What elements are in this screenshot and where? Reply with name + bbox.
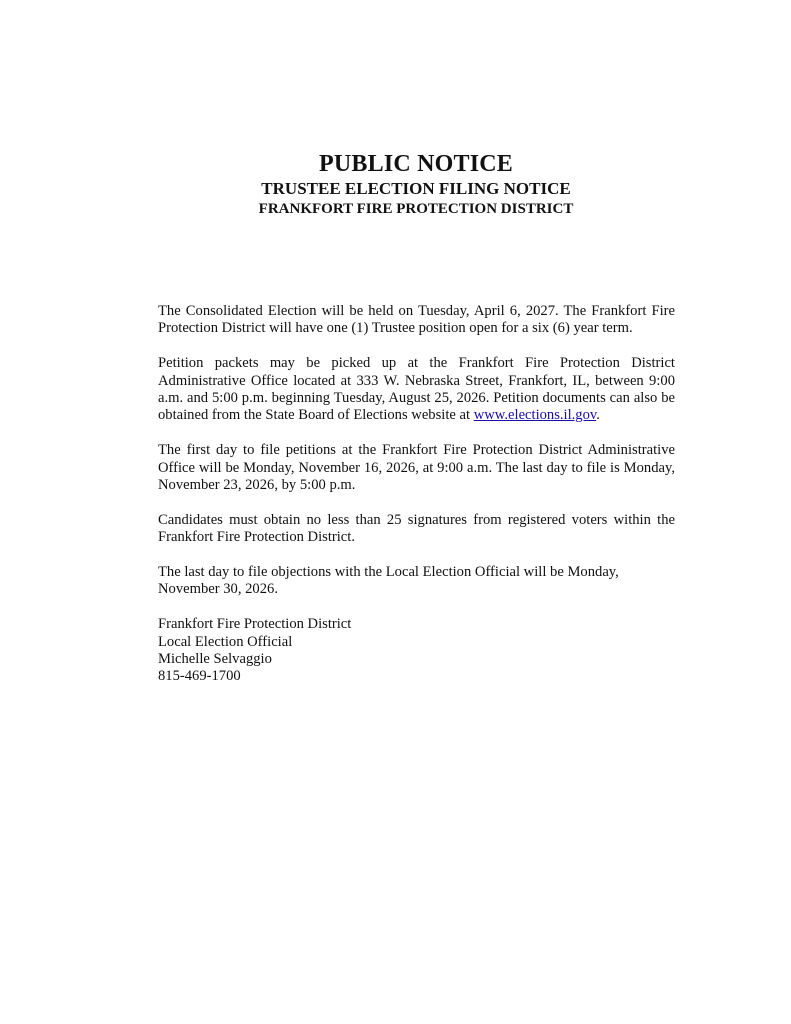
notice-subtitle: TRUSTEE ELECTION FILING NOTICE xyxy=(261,179,571,198)
signature-organization: Frankfort Fire Protection District xyxy=(158,616,352,633)
elections-website-link[interactable]: www.elections.il.gov xyxy=(473,407,597,424)
signature-phone: 815-469-1700 xyxy=(158,668,241,685)
paragraph-signature-requirement: Candidates must obtain no less than 25 signatures from registered voters within the Frankfort Fire Protection District. xyxy=(158,511,675,546)
district-name: FRANKFORT FIRE PROTECTION DISTRICT xyxy=(258,201,574,217)
paragraph-filing-dates: The first day to file petitions at the Frankfort Fire Protection District Administrative Office will be Monday, November 16, 2026, at 9:00 a.m. The last day to file is Monday, November 23, 2026, by 5:00 p.m. xyxy=(158,442,675,494)
signature-name: Michelle Selvaggio xyxy=(158,651,272,668)
petition-packets-end: . xyxy=(596,407,600,424)
paragraph-objections: The last day to file objections with the Local Election Official will be Monday, November 30, 2026. xyxy=(158,564,619,598)
paragraph-election-date: The Consolidated Election will be held on Tuesday, April 6, 2027. The Frankfort Fire Protection District will have one (1) Trustee position open for a six (6) year term. xyxy=(158,303,675,337)
paragraph-petition-packets xyxy=(158,355,675,425)
notice-header xyxy=(0,150,791,218)
notice-body xyxy=(158,303,675,686)
page-title: PUBLIC NOTICE xyxy=(319,151,513,177)
petition-packets-text: Petition packets may be picked up at the Frankfort Fire Protection District Administrative Office located at 333 W. Nebraska Street, Frankfort, IL, between 9:00 a.m. and 5:00 p.m. beginning Tuesday, August 25, 2026. Petition documents can also be obtained from the State Board of Elections website at xyxy=(158,355,675,424)
signature-role: Local Election Official xyxy=(158,633,293,650)
signature-block xyxy=(158,616,675,686)
